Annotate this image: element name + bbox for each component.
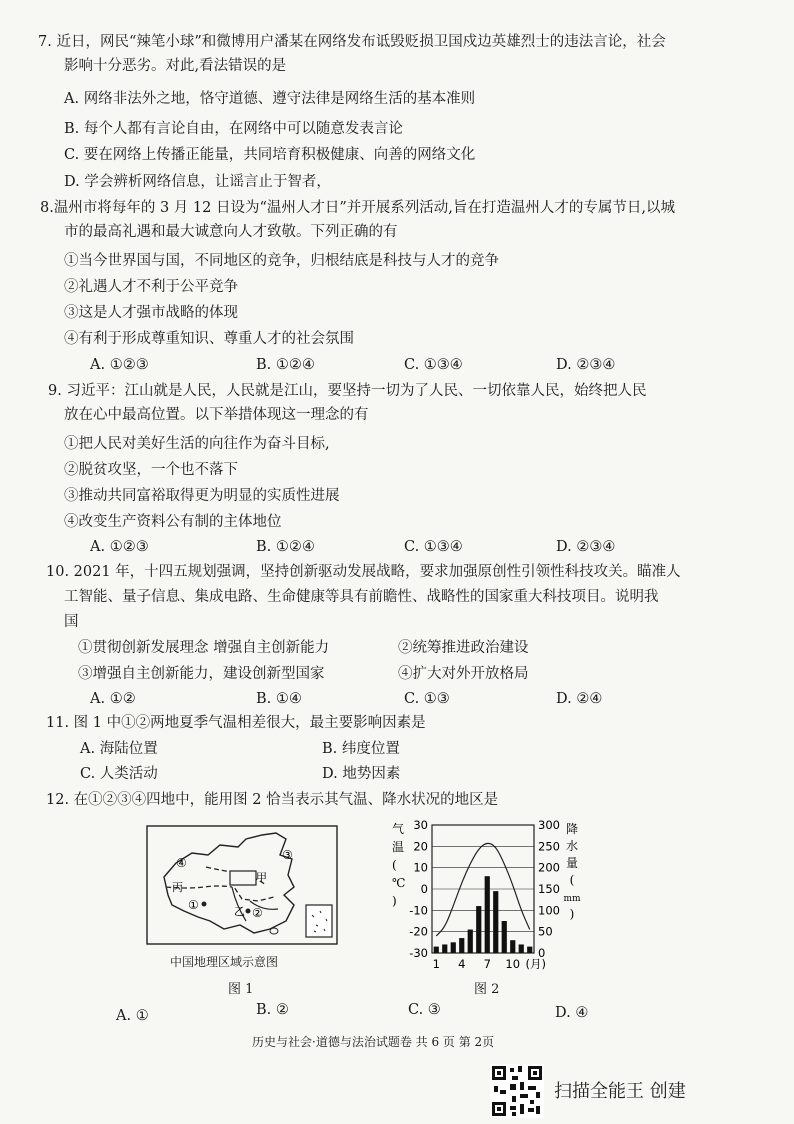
precipitation-tick-label: 0: [538, 946, 546, 960]
q8-option-b: B. ①②④: [256, 357, 315, 373]
precipitation-bar: [502, 921, 507, 953]
map-marker-3: ③: [282, 848, 293, 862]
temperature-tick-label: -20: [409, 924, 428, 939]
map-marker-jia: 甲: [256, 871, 267, 884]
q7-option-c: C. 要在网络上传播正能量，共同培育积极健康、向善的网络文化: [64, 147, 476, 163]
precipitation-bar: [493, 891, 498, 953]
q10-statement-3: ③增强自主创新能力，建设创新型国家: [78, 666, 325, 682]
q9-stem-line1: 9. 习近平：江山就是人民，人民就是江山，要坚持一切为了人民、一切依靠人民，始终把人民: [48, 383, 647, 399]
q9-statement-1: ①把人民对美好生活的向往作为奋斗目标,: [64, 436, 330, 452]
q10-option-c: C. ①③: [404, 691, 450, 707]
q7-option-d: D. 学会辨析网络信息，让谣言止于智者，: [64, 174, 331, 190]
q8-statement-4: ④有利于形成尊重知识、尊重人才的社会氛围: [64, 331, 354, 347]
figure-2-climate-chart: [386, 815, 586, 977]
climate-chart-svg: [386, 815, 586, 977]
q7-option-b: B. 每个人都有言论自由，在网络中可以随意发表言论: [64, 121, 403, 137]
precipitation-axis-label: 量: [565, 856, 579, 870]
precipitation-bar: [451, 942, 456, 953]
precipitation-bar: [510, 940, 515, 953]
precipitation-axis-label: 水: [565, 839, 579, 853]
precipitation-axis-label: mm: [563, 894, 581, 904]
q11-option-c: C. 人类活动: [80, 766, 158, 782]
temperature-tick-label: 30: [413, 818, 428, 832]
precipitation-axis-label: (: [569, 873, 575, 887]
china-region-map: [146, 825, 338, 945]
map-marker-4: ④: [176, 856, 187, 870]
q11-option-a: A. 海陆位置: [80, 741, 158, 757]
precipitation-tick-label: 150: [538, 882, 560, 896]
q8-statement-1: ①当今世界国与国，不同地区的竞争，归根结底是科技与人才的竞争: [64, 253, 499, 269]
q8-statement-2: ②礼遇人才不利于公平竞争: [64, 279, 238, 295]
month-tick-label: 4: [458, 957, 466, 971]
q12-option-c: C. ③: [408, 1002, 441, 1018]
q12-option-a: A. ①: [116, 1008, 149, 1024]
map-marker-bing: 丙: [172, 881, 183, 894]
q8-option-c: C. ①③④: [404, 357, 463, 373]
q12-option-d: D. ④: [555, 1005, 589, 1021]
q10-option-a: A. ①②: [90, 691, 136, 707]
page-footer: 历史与社会·道德与法治试题卷 共 6 页 第 2页: [252, 1035, 495, 1049]
precipitation-bar: [485, 876, 490, 953]
precipitation-bar: [527, 947, 532, 953]
precipitation-bar: [459, 938, 464, 953]
q10-option-d: D. ②④: [556, 691, 603, 707]
map-caption: 中国地理区域示意图: [170, 955, 279, 969]
q9-stem-line2: 放在心中最高位置。以下举措体现这一理念的有: [64, 407, 369, 423]
q11-stem: 11. 图 1 中①②两地夏季气温相差很大，最主要影响因素是: [46, 715, 426, 731]
temperature-axis-label: ℃: [392, 876, 406, 890]
temperature-line: [436, 843, 530, 936]
temperature-axis-label: ): [392, 894, 397, 908]
figure-2-label: 图 2: [474, 982, 500, 997]
q11-option-d: D. 地势因素: [322, 766, 401, 782]
figure-1-label: 图 1: [228, 982, 254, 997]
q10-stem-line3: 国: [64, 614, 79, 630]
precipitation-bar: [476, 906, 481, 953]
map-marker-1: ①: [188, 898, 199, 912]
q9-statement-4: ④改变生产资料公有制的主体地位: [64, 514, 282, 530]
month-unit-label: (月): [525, 957, 546, 971]
qr-code-icon: [490, 1064, 544, 1118]
precipitation-tick-label: 250: [538, 839, 560, 854]
q9-option-c: C. ①③④: [404, 539, 463, 555]
precipitation-tick-label: 100: [538, 903, 560, 918]
precipitation-tick-label: 300: [538, 818, 560, 832]
q11-option-b: B. 纬度位置: [322, 741, 400, 757]
month-tick-label: 10: [505, 957, 521, 971]
temperature-axis-label: 温: [392, 840, 405, 854]
precipitation-bar: [519, 944, 524, 953]
q9-statement-2: ②脱贫攻坚，一个也不落下: [64, 462, 238, 478]
q7-option-a: A. 网络非法外之地，恪守道德、遵守法律是网络生活的基本准则: [64, 91, 476, 107]
q12-stem: 12. 在①②③④四地中，能用图 2 恰当表示其气温、降水状况的地区是: [46, 792, 499, 808]
temperature-axis-label: 气: [392, 822, 405, 836]
precipitation-axis-label: ): [569, 907, 575, 921]
q8-option-a: A. ①②③: [90, 357, 149, 373]
q10-statement-4: ④扩大对外开放格局: [398, 666, 529, 682]
temperature-axis-label: (: [392, 858, 397, 872]
precipitation-bar: [434, 947, 439, 953]
precipitation-tick-label: 50: [538, 924, 553, 939]
q12-option-b: B. ②: [256, 1002, 289, 1018]
precipitation-bar: [442, 944, 447, 953]
q8-stem-line1: 8.温州市将每年的 3 月 12 日设为“温州人才日”并开展系列活动,旨在打造温州人才的专属节日,以城: [40, 200, 675, 216]
q10-statement-1: ①贯彻创新发展理念 增强自主创新能力: [78, 640, 330, 656]
scanner-watermark: 扫描全能王 创建: [554, 1081, 686, 1102]
temperature-tick-label: 20: [413, 839, 428, 854]
figure-1-map: [146, 825, 338, 945]
q10-statement-2: ②统筹推进政治建设: [398, 640, 529, 656]
q10-stem-line2: 工智能、量子信息、集成电路、生命健康等具有前瞻性、战略性的国家重大科技项目。说明我: [64, 589, 659, 605]
precipitation-bar: [468, 930, 473, 953]
map-marker-2: ②: [252, 906, 263, 920]
q9-option-d: D. ②③④: [556, 539, 616, 555]
q9-statement-3: ③推动共同富裕取得更为明显的实质性进展: [64, 488, 340, 504]
temperature-tick-label: 10: [413, 860, 428, 875]
q10-option-b: B. ①④: [256, 691, 302, 707]
map-marker-yi: 乙: [234, 905, 245, 918]
temperature-tick-label: 0: [420, 882, 428, 896]
q7-stem-line1: 7. 近日，网民“辣笔小球”和微博用户潘某在网络发布诋毁贬损卫国戍边英雄烈士的违法言论，社会: [38, 34, 666, 50]
q8-stem-line2: 市的最高礼遇和最大诚意向人才致敬。下列正确的有: [64, 224, 398, 240]
q9-option-b: B. ①②④: [256, 539, 315, 555]
month-tick-label: 7: [483, 957, 491, 971]
q9-option-a: A. ①②③: [90, 539, 149, 555]
precipitation-axis-label: 降: [565, 822, 579, 836]
month-tick-label: 1: [432, 957, 440, 971]
precipitation-tick-label: 200: [538, 860, 560, 875]
q10-stem-line1: 10. 2021 年，十四五规划强调，坚持创新驱动发展战略，要求加强原创性引领性科技攻关。瞄准人: [46, 564, 681, 580]
q7-stem-line2: 影响十分恶劣。对此,看法错误的是: [64, 58, 287, 74]
temperature-tick-label: -10: [409, 903, 428, 918]
temperature-tick-label: -30: [409, 946, 428, 960]
q8-option-d: D. ②③④: [556, 357, 616, 373]
q8-statement-3: ③这是人才强市战略的体现: [64, 305, 238, 321]
